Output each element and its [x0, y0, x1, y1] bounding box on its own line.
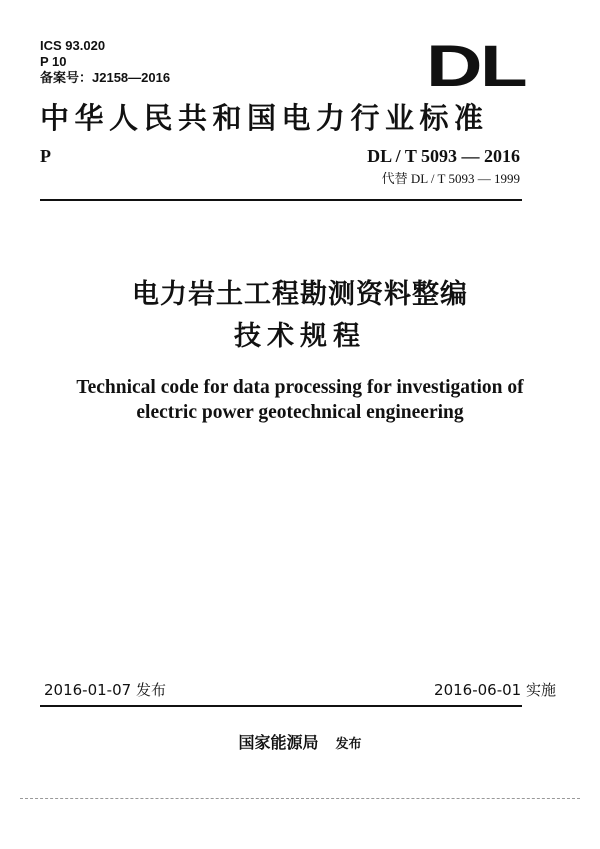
- english-title-line-1: Technical code for data processing for investigation of: [76, 377, 524, 398]
- english-title-line-2: electric power geotechnical engineering: [136, 402, 464, 423]
- publisher-name: 国家能源局: [238, 733, 319, 752]
- dl-logo: DL: [426, 34, 525, 99]
- publisher-verb: 发布: [335, 737, 362, 752]
- implementation-date: 2016-06-01 实施: [434, 681, 556, 699]
- scan-edge-line: [20, 798, 580, 799]
- chinese-title-line-1: 电力岩土工程勘测资料整编: [132, 279, 468, 310]
- category-letter: P: [40, 146, 51, 166]
- ics-code: ICS 93.020: [40, 38, 106, 53]
- standard-number: DL / T 5093 — 2016: [367, 146, 520, 166]
- publisher: [0, 732, 600, 756]
- bottom-divider: [40, 705, 522, 707]
- chinese-title-line-2: 技术规程: [234, 321, 366, 352]
- top-divider: [40, 199, 522, 201]
- issue-date: 2016-01-07 发布: [44, 681, 166, 699]
- classification-code: P 10: [40, 54, 67, 69]
- standard-category-title: 中华人民共和国电力行业标准: [40, 101, 489, 135]
- replaces-standard: 代替 DL / T 5093 — 1999: [381, 171, 520, 186]
- record-number: 备案号：J2158—2016: [40, 70, 171, 85]
